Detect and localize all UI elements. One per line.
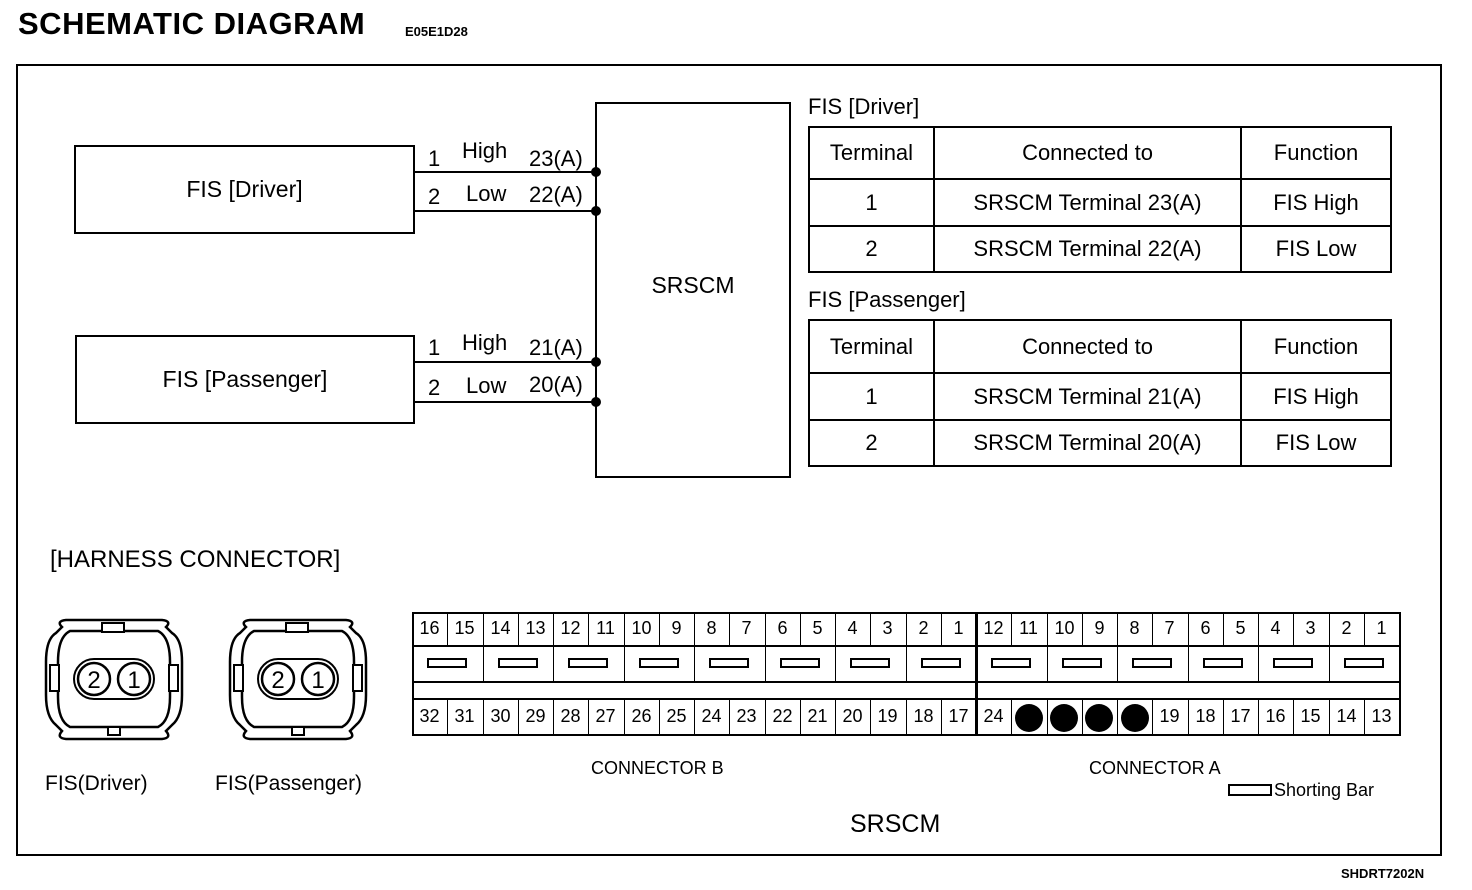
connector-pin-number: 11 xyxy=(1019,618,1038,638)
connector-pin-number: 2 xyxy=(918,618,929,638)
grid-line xyxy=(906,645,907,681)
table-cell: SRSCM Terminal 21(A) xyxy=(934,373,1241,420)
connector-pin-number: 24 xyxy=(983,706,1004,726)
grid-line xyxy=(1011,698,1012,734)
connector-pin-number: 16 xyxy=(1265,706,1286,726)
table-row xyxy=(809,420,1391,466)
passenger-low-wire xyxy=(415,401,596,403)
connector-pin-number: 22 xyxy=(772,706,793,726)
connector-pin-number: 6 xyxy=(777,618,788,638)
shorting-bar-icon xyxy=(639,658,679,668)
connector-border xyxy=(1399,612,1401,736)
wire-name: High xyxy=(462,330,508,355)
connector-pin-number: 4 xyxy=(847,618,858,638)
wire-pin-number: 1 xyxy=(428,335,441,360)
table-cell: FIS High xyxy=(1241,373,1391,420)
connector-pin-number: 14 xyxy=(490,618,511,638)
grid-line xyxy=(412,681,1399,683)
grid-line xyxy=(765,645,766,681)
table-header: Terminal xyxy=(809,127,934,179)
unused-pin-marker xyxy=(1015,704,1043,732)
connector-pin-number: 12 xyxy=(560,618,581,638)
wire-name: Low xyxy=(466,181,507,206)
table-cell: FIS Low xyxy=(1241,420,1391,466)
table-header: Function xyxy=(1241,320,1391,373)
shorting-bar-legend: Shorting Bar xyxy=(1274,780,1375,800)
connector-pin-number: 5 xyxy=(1235,618,1246,638)
srscm-caption: SRSCM xyxy=(850,810,941,838)
shorting-bar-icon xyxy=(1062,658,1102,668)
connector-a-caption: CONNECTOR A xyxy=(1089,758,1221,778)
grid-line xyxy=(1117,698,1118,734)
connector-pin-label: 1 xyxy=(127,667,141,694)
connector-pin-number: 27 xyxy=(595,706,616,726)
grid-line xyxy=(1047,698,1048,734)
connector-pin-number: 30 xyxy=(490,706,511,726)
table-cell: 1 xyxy=(809,179,934,226)
grid-line xyxy=(1258,645,1259,681)
connector-pin-number: 29 xyxy=(525,706,546,726)
connector-pin-number: 15 xyxy=(1300,706,1321,726)
connector-pin-number: 14 xyxy=(1336,706,1357,726)
unused-pin-marker xyxy=(1050,704,1078,732)
connector-pin-number: 15 xyxy=(454,618,475,638)
grid-line xyxy=(483,645,484,681)
passenger-high-wire xyxy=(415,361,596,363)
grid-line xyxy=(694,645,695,681)
shorting-bar-icon xyxy=(568,658,608,668)
connector-pin-number: 10 xyxy=(631,618,652,638)
page-title: SCHEMATIC DIAGRAM xyxy=(18,6,366,41)
wire-pin-number: 2 xyxy=(428,184,441,209)
fis-driver-connector-icon xyxy=(44,617,184,742)
shorting-bar-icon xyxy=(780,658,820,668)
shorting-bar-icon xyxy=(427,658,467,668)
connector-pin-number: 1 xyxy=(1376,618,1387,638)
grid-line xyxy=(553,645,554,681)
table-cell: SRSCM Terminal 20(A) xyxy=(934,420,1241,466)
junction-dot xyxy=(591,397,601,407)
grid-line xyxy=(835,645,836,681)
connector-pin-number: 3 xyxy=(882,618,893,638)
passenger-terminal-table xyxy=(808,319,1392,467)
connector-pin-number: 17 xyxy=(948,706,969,726)
shorting-bar-icon xyxy=(1203,658,1243,668)
grid-line xyxy=(1188,645,1189,681)
connector-pin-number: 32 xyxy=(419,706,440,726)
connector-b-caption: CONNECTOR B xyxy=(591,758,724,778)
shorting-bar-icon xyxy=(1273,658,1313,668)
connector-pin-number: 10 xyxy=(1054,618,1075,638)
driver-low-wire xyxy=(415,210,596,212)
fis-passenger-label: FIS [Passenger] xyxy=(162,366,328,392)
fis-driver-box xyxy=(74,145,415,234)
srscm-box xyxy=(595,102,791,478)
grid-line xyxy=(1047,645,1048,681)
shorting-bar-icon xyxy=(709,658,749,668)
connector-pin-number: 18 xyxy=(913,706,934,726)
table-header: Terminal xyxy=(809,320,934,373)
wire-name: Low xyxy=(466,373,507,398)
wire-name: High xyxy=(462,138,508,163)
connector-pin-number: 17 xyxy=(1230,706,1251,726)
connector-pin-label: 2 xyxy=(271,667,285,694)
table-row xyxy=(809,179,1391,226)
grid-line xyxy=(976,645,977,681)
connector-pin-number: 7 xyxy=(741,618,752,638)
shorting-bar-icon xyxy=(850,658,890,668)
connector-pin-number: 2 xyxy=(1341,618,1352,638)
unused-pin-marker xyxy=(1085,704,1113,732)
table-row xyxy=(809,226,1391,272)
wire-pin-number: 1 xyxy=(428,146,441,171)
wire-terminal: 23(A) xyxy=(529,146,583,171)
table-cell: SRSCM Terminal 23(A) xyxy=(934,179,1241,226)
table-cell: SRSCM Terminal 22(A) xyxy=(934,226,1241,272)
table-row xyxy=(809,373,1391,420)
connector-pin-number: 8 xyxy=(706,618,717,638)
unused-pin-marker xyxy=(1121,704,1149,732)
table-header: Function xyxy=(1241,127,1391,179)
connector-pin-number: 5 xyxy=(812,618,823,638)
junction-dot xyxy=(591,167,601,177)
connector-pin-number: 28 xyxy=(560,706,581,726)
connector-pin-number: 13 xyxy=(1371,706,1392,726)
connector-pin-number: 18 xyxy=(1195,706,1216,726)
table-cell: 2 xyxy=(809,226,934,272)
fis-driver-label: FIS [Driver] xyxy=(186,176,303,202)
junction-dot xyxy=(591,206,601,216)
driver-table-caption: FIS [Driver] xyxy=(808,94,920,119)
wire-terminal: 20(A) xyxy=(529,372,583,397)
harness-connector-title: [HARNESS CONNECTOR] xyxy=(50,546,341,573)
connector-pin-number: 25 xyxy=(666,706,687,726)
shorting-bar-icon xyxy=(991,658,1031,668)
grid-line xyxy=(1117,645,1118,681)
connector-pin-number: 24 xyxy=(701,706,722,726)
table-header: Connected to xyxy=(934,320,1241,373)
connector-pin-label: 1 xyxy=(311,667,325,694)
connector-pin-number: 8 xyxy=(1129,618,1140,638)
shorting-bar-legend-icon xyxy=(1228,784,1272,796)
connector-pin-number: 4 xyxy=(1270,618,1281,638)
table-cell: 1 xyxy=(809,373,934,420)
connector-pin-number: 1 xyxy=(953,618,964,638)
table-cell: 2 xyxy=(809,420,934,466)
connector-border xyxy=(412,734,1399,736)
grid-line xyxy=(624,645,625,681)
grid-line xyxy=(1329,645,1330,681)
wire-terminal: 22(A) xyxy=(529,182,583,207)
connector-pin-number: 13 xyxy=(525,618,546,638)
driver-terminal-table xyxy=(808,126,1392,273)
junction-dot xyxy=(591,357,601,367)
shorting-bar-icon xyxy=(921,658,961,668)
connector-pin-number: 20 xyxy=(842,706,863,726)
connector-pin-number: 7 xyxy=(1164,618,1175,638)
connector-pin-number: 9 xyxy=(1094,618,1105,638)
connector-pin-number: 3 xyxy=(1305,618,1316,638)
fis-passenger-connector-icon xyxy=(228,617,368,742)
table-cell: FIS Low xyxy=(1241,226,1391,272)
grid-line xyxy=(1082,698,1083,734)
shorting-bar-icon xyxy=(1132,658,1172,668)
connector-pin-number: 21 xyxy=(807,706,828,726)
connector-pin-number: 19 xyxy=(877,706,898,726)
figure-code: SHDRT7202N xyxy=(1341,866,1425,881)
diagram-code: E05E1D28 xyxy=(405,24,468,39)
connector-pin-number: 6 xyxy=(1200,618,1211,638)
connector-pin-number: 19 xyxy=(1159,706,1180,726)
connector-pin-number: 16 xyxy=(419,618,440,638)
shorting-bar-icon xyxy=(498,658,538,668)
connector-pin-label: 2 xyxy=(87,667,101,694)
connector-pin-number: 26 xyxy=(631,706,652,726)
fis-driver-connector-caption: FIS(Driver) xyxy=(45,772,148,795)
shorting-bar-icon xyxy=(1344,658,1384,668)
srscm-label: SRSCM xyxy=(651,271,735,298)
wire-terminal: 21(A) xyxy=(529,335,583,360)
fis-passenger-connector-caption: FIS(Passenger) xyxy=(215,772,363,795)
table-cell: FIS High xyxy=(1241,179,1391,226)
connector-pin-number: 9 xyxy=(671,618,682,638)
wire-pin-number: 2 xyxy=(428,375,441,400)
passenger-table-caption: FIS [Passenger] xyxy=(808,287,966,312)
connector-pin-number: 31 xyxy=(454,706,475,726)
connector-pin-number: 12 xyxy=(983,618,1004,638)
connector-pin-number: 11 xyxy=(596,618,615,638)
table-header: Connected to xyxy=(934,127,1241,179)
fis-passenger-box xyxy=(75,335,415,424)
connector-pin-number: 23 xyxy=(736,706,757,726)
